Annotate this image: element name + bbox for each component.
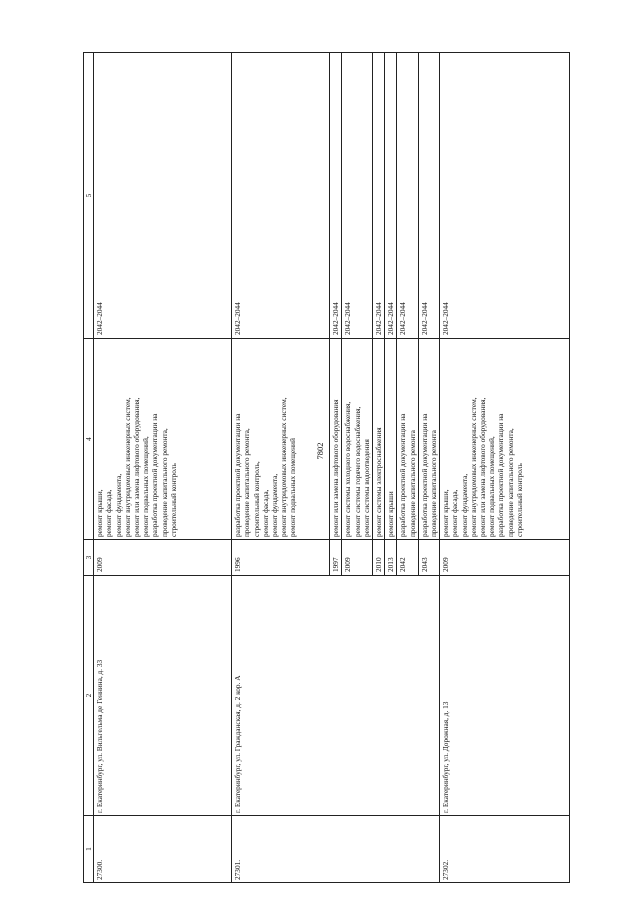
- row-number: 27300.: [94, 816, 232, 883]
- year-cell: 1997: [330, 540, 342, 576]
- work-item: ремонт внутридомовых инженерных систем,: [468, 397, 478, 537]
- work-item: строительный контроль: [168, 463, 178, 537]
- work-item: ремонт системы электроснабжения: [374, 427, 384, 537]
- period-cell: 2042–2044: [232, 53, 330, 339]
- year-cell: 2009: [440, 540, 570, 576]
- works-cell: [440, 339, 570, 540]
- work-item: ремонт фасада,: [104, 489, 114, 537]
- work-item: ремонт фундамента,: [270, 473, 280, 537]
- row-number: 27302.: [440, 816, 570, 883]
- work-item: строительный контроль: [514, 463, 524, 537]
- work-item: проведение капитального ремонта: [429, 430, 439, 537]
- period-cell: 2042–2044: [342, 53, 373, 339]
- year-cell: 1996: [232, 540, 330, 576]
- work-item: ремонт крыши,: [441, 489, 451, 537]
- work-item: проведение капитального ремонта: [407, 430, 417, 537]
- work-item: проведение капитального ремонта,: [159, 428, 169, 537]
- work-item: разработка проектной документации на: [150, 413, 160, 537]
- work-item: строительный контроль,: [251, 461, 261, 537]
- work-item: ремонт системы горячего водоснабжения,: [352, 406, 362, 537]
- work-item: ремонт подвальных помещений: [288, 438, 298, 537]
- rotated-table-sheet: [83, 78, 553, 883]
- work-item: ремонт или замена лифтового оборудования: [331, 399, 341, 537]
- work-item: ремонт фасада,: [260, 489, 270, 537]
- work-item: ремонт или замена лифтового оборудования,: [478, 397, 488, 537]
- works-cell: [330, 339, 342, 540]
- work-item: ремонт внутридомовых инженерных систем,: [122, 397, 132, 537]
- header-col-5: 5: [84, 53, 94, 339]
- year-cell: 2010: [373, 540, 385, 576]
- works-cell: [94, 339, 232, 540]
- work-item: ремонт системы водоотведения: [361, 439, 371, 537]
- table-body: [94, 53, 570, 883]
- year-cell: 2009: [94, 540, 232, 576]
- work-item: проведение капитального ремонта,: [505, 428, 515, 537]
- period-cell: 2042–2044: [440, 53, 570, 339]
- header-col-1: 1: [84, 816, 94, 883]
- address-cell: г. Екатеринбург, ул. Гражданская, д. 2 кор. А: [232, 576, 440, 816]
- work-item: ремонт крыши: [386, 491, 396, 537]
- work-item: ремонт или замена лифтового оборудования,: [132, 397, 142, 537]
- work-item: разработка проектной документации на: [398, 413, 408, 537]
- work-item: ремонт подвальных помещений,: [487, 436, 497, 537]
- period-cell: 2042–2044: [418, 53, 439, 339]
- work-item: ремонт фундамента,: [113, 473, 123, 537]
- year-cell: 2042: [397, 540, 418, 576]
- works-cell: [373, 339, 385, 540]
- work-item: ремонт фундамента,: [459, 473, 469, 537]
- work-item: разработка проектной документации на: [496, 413, 506, 537]
- work-item: ремонт системы холодного водоснабжения,: [343, 401, 353, 537]
- period-cell: 2042–2044: [385, 53, 397, 339]
- works-cell: [397, 339, 418, 540]
- address-cell: г. Екатеринбург, ул. Вильгельма де Геннина, д. 33: [94, 576, 232, 816]
- work-item: разработка проектной документации на: [419, 413, 429, 537]
- year-cell: 2013: [385, 540, 397, 576]
- address-cell: г. Екатеринбург, ул. Дорожная, д. 13: [440, 576, 570, 816]
- work-item: ремонт внутридомовых инженерных систем,: [279, 397, 289, 537]
- header-col-3: 3: [84, 540, 94, 576]
- work-item: проведение капитального ремонта,: [242, 428, 252, 537]
- period-cell: 2042–2044: [330, 53, 342, 339]
- header-col-2: 2: [84, 576, 94, 816]
- table-row: [232, 53, 330, 883]
- period-cell: 2042–2044: [373, 53, 385, 339]
- repair-schedule-table: [83, 52, 570, 883]
- period-cell: 2042–2044: [94, 53, 232, 339]
- row-number: 27301.: [232, 816, 440, 883]
- work-item: разработка проектной документации на: [233, 413, 243, 537]
- header-row: [84, 53, 94, 883]
- year-cell: 2043: [418, 540, 439, 576]
- works-cell: [232, 339, 330, 540]
- table-row: [94, 53, 232, 883]
- year-cell: 2009: [342, 540, 373, 576]
- works-cell: [385, 339, 397, 540]
- work-item: ремонт фасада,: [450, 489, 460, 537]
- work-item: ремонт подвальных помещений,: [141, 436, 151, 537]
- works-cell: [342, 339, 373, 540]
- work-item: ремонт крыши,: [95, 489, 105, 537]
- page-number: 7802: [315, 442, 325, 460]
- works-cell: [418, 339, 439, 540]
- header-col-4: 4: [84, 339, 94, 540]
- table-row: [440, 53, 570, 883]
- period-cell: 2042–2044: [397, 53, 418, 339]
